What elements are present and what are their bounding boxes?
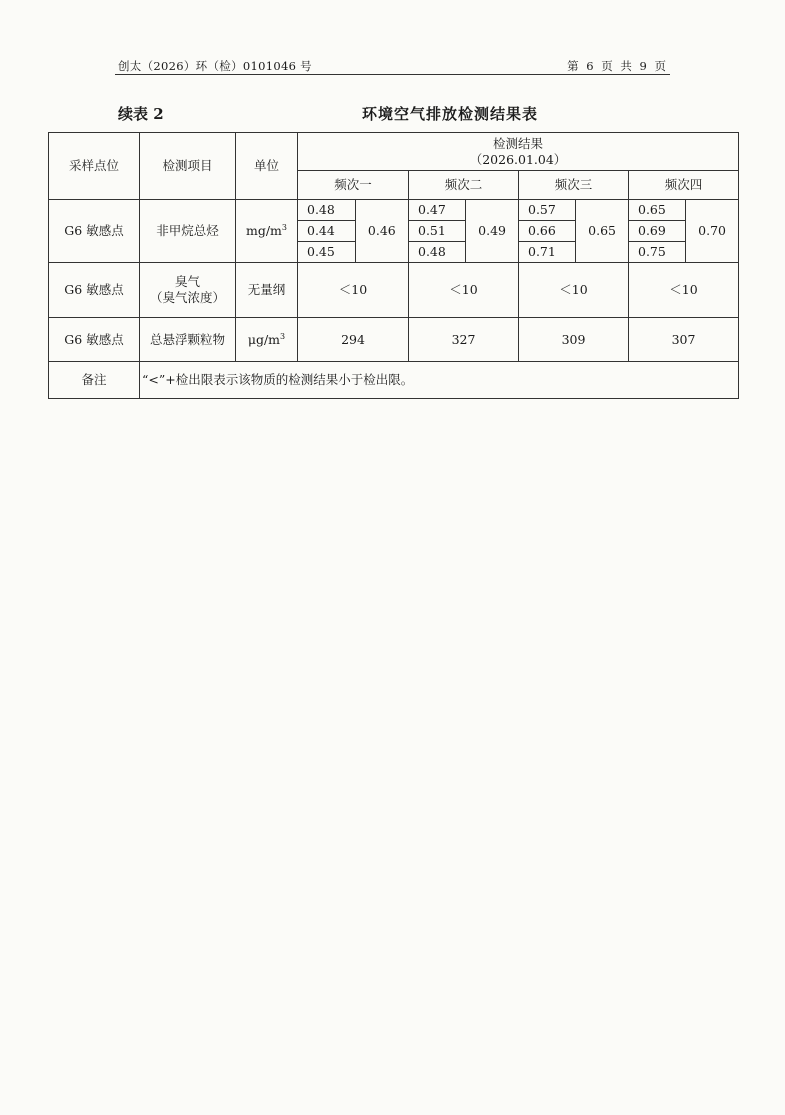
results-group-label: 检测结果 [493, 135, 544, 151]
col-header-item: 检测项目 [140, 133, 236, 200]
sample-value: 0.45 [307, 244, 335, 260]
report-number: 创太（2026）环（检）0101046 号 [118, 59, 312, 73]
header-row-1 [49, 133, 739, 171]
sample-value: 0.51 [409, 221, 466, 242]
cell-item [140, 263, 236, 318]
average-value: 0.46 [355, 200, 408, 262]
results-table [48, 132, 739, 399]
unit-base: mg/m [245, 223, 282, 239]
cell-unit [236, 200, 298, 263]
average-value: 0.70 [686, 200, 738, 262]
table-row-remark [49, 362, 739, 399]
cell-freq-3 [519, 200, 629, 263]
col-header-freq-1: 频次一 [298, 171, 409, 200]
sample-value: 0.57 [519, 200, 576, 221]
sample-value: 0.69 [629, 221, 686, 242]
sample-value: 0.75 [638, 244, 666, 260]
remark-label: 备注 [49, 362, 140, 399]
cell-value: ＜10 [629, 263, 739, 318]
sample-value: 0.44 [298, 221, 355, 242]
sample-value: 0.66 [519, 221, 576, 242]
cell-value: ＜10 [298, 263, 409, 318]
cell-value: ＜10 [519, 263, 629, 318]
remark-text: “<”+检出限表示该物质的检测结果小于检出限。 [140, 362, 739, 399]
col-header-freq-2: 频次二 [409, 171, 519, 200]
sample-value: 0.65 [629, 200, 686, 221]
table-title: 环境空气排放检测结果表 [362, 105, 539, 123]
table-label: 续表 2 [118, 105, 164, 123]
cell-unit: 无量纲 [236, 263, 298, 318]
sample-value: 0.48 [418, 244, 446, 260]
sample-value: 0.47 [409, 200, 466, 221]
sample-value: 0.71 [528, 244, 556, 260]
sample-value: 0.48 [298, 200, 355, 221]
col-header-unit: 单位 [236, 133, 298, 200]
table-row-tsp [49, 318, 739, 362]
unit-superscript: 3 [280, 331, 286, 341]
item-line-1: 臭气 [174, 274, 200, 290]
cell-value: 327 [409, 318, 519, 362]
cell-value: 309 [519, 318, 629, 362]
page-indicator: 第 6 页 共 9 页 [567, 59, 668, 73]
cell-unit [236, 318, 298, 362]
table-row-nmhc [49, 200, 739, 263]
unit-superscript: 3 [281, 223, 287, 233]
item-line-2: （臭气浓度） [149, 290, 225, 305]
cell-site: G6 敏感点 [49, 263, 140, 318]
table-row-odor [49, 263, 739, 318]
cell-freq-1 [298, 200, 409, 263]
header-divider [115, 74, 670, 75]
cell-freq-2 [409, 200, 519, 263]
unit-base: μg/m [247, 331, 281, 347]
col-header-site: 采样点位 [49, 133, 140, 200]
col-header-results [298, 133, 739, 171]
cell-item: 总悬浮颗粒物 [140, 318, 236, 362]
cell-site: G6 敏感点 [49, 318, 140, 362]
col-header-freq-4: 频次四 [629, 171, 739, 200]
col-header-freq-3: 频次三 [519, 171, 629, 200]
cell-site: G6 敏感点 [49, 200, 140, 263]
cell-item: 非甲烷总烃 [140, 200, 236, 263]
cell-value: ＜10 [409, 263, 519, 318]
average-value: 0.49 [466, 200, 518, 262]
cell-freq-4 [629, 200, 739, 263]
cell-value: 307 [629, 318, 739, 362]
cell-value: 294 [298, 318, 409, 362]
average-value: 0.65 [576, 200, 628, 262]
results-date: （2026.01.04） [469, 151, 567, 167]
